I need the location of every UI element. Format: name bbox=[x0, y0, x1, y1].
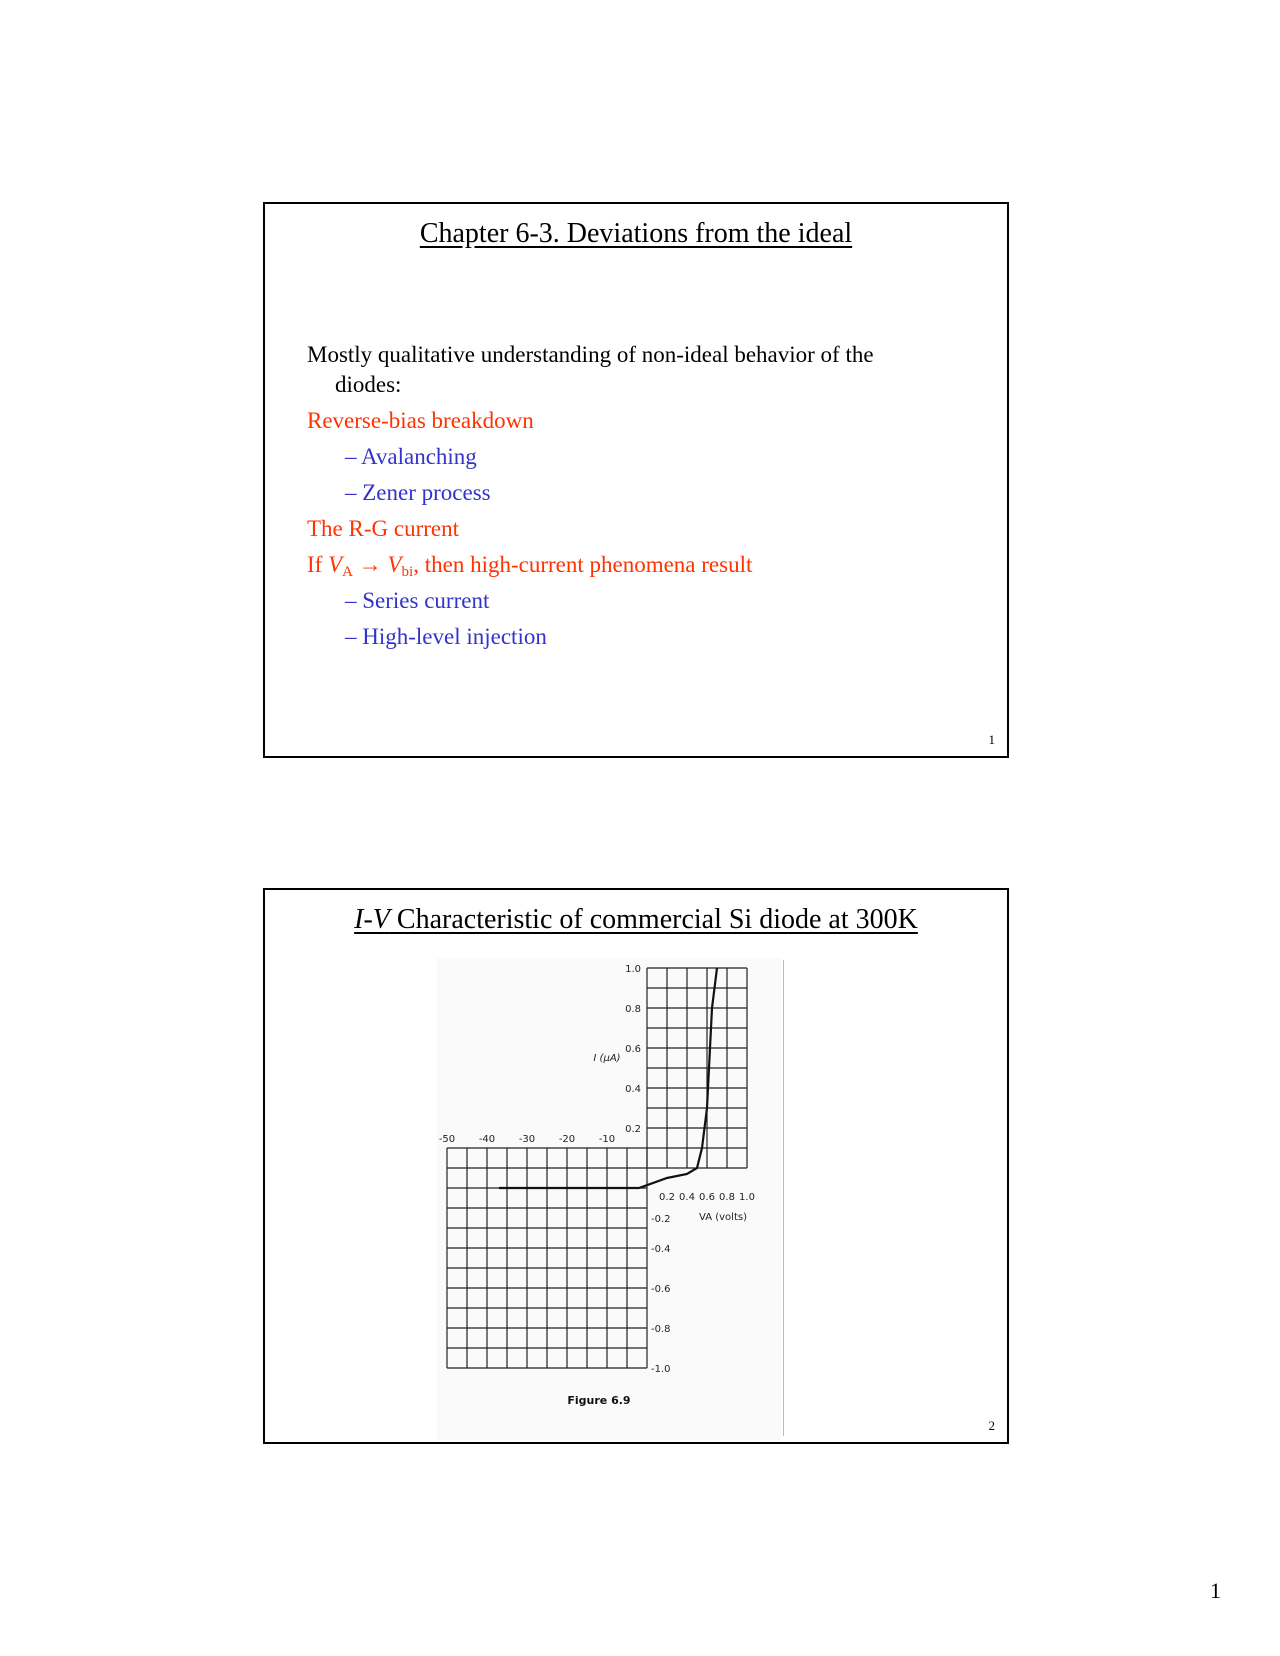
slide-1-bullets bbox=[307, 340, 947, 658]
subbullet-series-current: – Series current bbox=[307, 586, 947, 616]
chart-grid bbox=[447, 968, 747, 1368]
y-tick-label: 0.2 bbox=[625, 1124, 641, 1135]
slide-2 bbox=[263, 888, 1009, 1444]
vbi-symbol: V bbox=[387, 552, 402, 577]
y-tick-label: 0.4 bbox=[625, 1084, 641, 1095]
x-tick-label: -30 bbox=[518, 1134, 536, 1145]
y-tick-label: 0.8 bbox=[625, 1004, 641, 1015]
bullet-reverse-bias: Reverse-bias breakdown bbox=[307, 408, 534, 433]
figure-caption: Figure 6.9 bbox=[567, 1394, 631, 1407]
va-symbol: V bbox=[328, 552, 343, 577]
if-word: If bbox=[307, 552, 329, 577]
x-axis-label: VA (volts) bbox=[699, 1212, 747, 1223]
slide-2-title bbox=[265, 902, 1007, 938]
y-tick-label: -1.0 bbox=[651, 1364, 671, 1375]
slide-2-title-text bbox=[354, 904, 918, 935]
bullet-rg-current: The R-G current bbox=[307, 516, 459, 541]
x-tick-label: -10 bbox=[598, 1134, 616, 1145]
y-tick-label: 1.0 bbox=[625, 964, 641, 975]
slide-1-title-text: Chapter 6-3. Deviations from the ideal bbox=[419, 218, 853, 249]
x-tick-label: 0.6 bbox=[699, 1192, 715, 1203]
y-tick-label: -0.6 bbox=[651, 1284, 671, 1295]
x-tick-label: 0.2 bbox=[659, 1192, 675, 1203]
x-tick-label: 0.8 bbox=[719, 1192, 735, 1203]
subbullet-avalanching: – Avalanching bbox=[307, 442, 947, 472]
high-current-text: , then high-current phenomena result bbox=[413, 552, 753, 577]
y-tick-label: -0.2 bbox=[651, 1214, 671, 1225]
y-tick-label: 0.6 bbox=[625, 1044, 641, 1055]
intro-line-1: Mostly qualitative understanding of non-ideal behavior of the bbox=[307, 342, 874, 367]
x-tick-label: -40 bbox=[478, 1134, 496, 1145]
subbullet-high-level-injection: – High-level injection bbox=[307, 622, 947, 652]
subbullet-zener: – Zener process bbox=[307, 478, 947, 508]
y-tick-label: -0.8 bbox=[651, 1324, 671, 1335]
title-iv-italic: I-V bbox=[354, 904, 390, 935]
y-axis-label: I (μA) bbox=[593, 1053, 621, 1064]
iv-chart bbox=[437, 958, 781, 1440]
x-tick-label: 1.0 bbox=[739, 1192, 755, 1203]
va-subscript: A bbox=[342, 564, 353, 580]
intro-line-2: diodes: bbox=[335, 372, 402, 397]
title-rest: Characteristic of commercial Si diode at 300K bbox=[389, 904, 918, 935]
iv-curve bbox=[499, 968, 717, 1188]
bullet-high-current bbox=[307, 550, 947, 580]
slide-1 bbox=[263, 202, 1009, 758]
y-tick-label: -0.4 bbox=[651, 1244, 671, 1255]
slide-1-number: 1 bbox=[988, 732, 995, 747]
page-number: 1 bbox=[1210, 1578, 1221, 1603]
slide-1-title bbox=[265, 216, 1007, 252]
chart-curve-layer bbox=[499, 968, 717, 1188]
arrow-symbol: → bbox=[352, 552, 388, 577]
x-tick-label: 0.4 bbox=[679, 1192, 695, 1203]
x-tick-label: -50 bbox=[438, 1134, 456, 1145]
slide-2-number: 2 bbox=[988, 1418, 995, 1433]
figure-divider bbox=[783, 960, 784, 1436]
x-tick-label: -20 bbox=[558, 1134, 576, 1145]
vbi-subscript: bi bbox=[401, 564, 414, 580]
figure-6-9 bbox=[437, 958, 781, 1440]
